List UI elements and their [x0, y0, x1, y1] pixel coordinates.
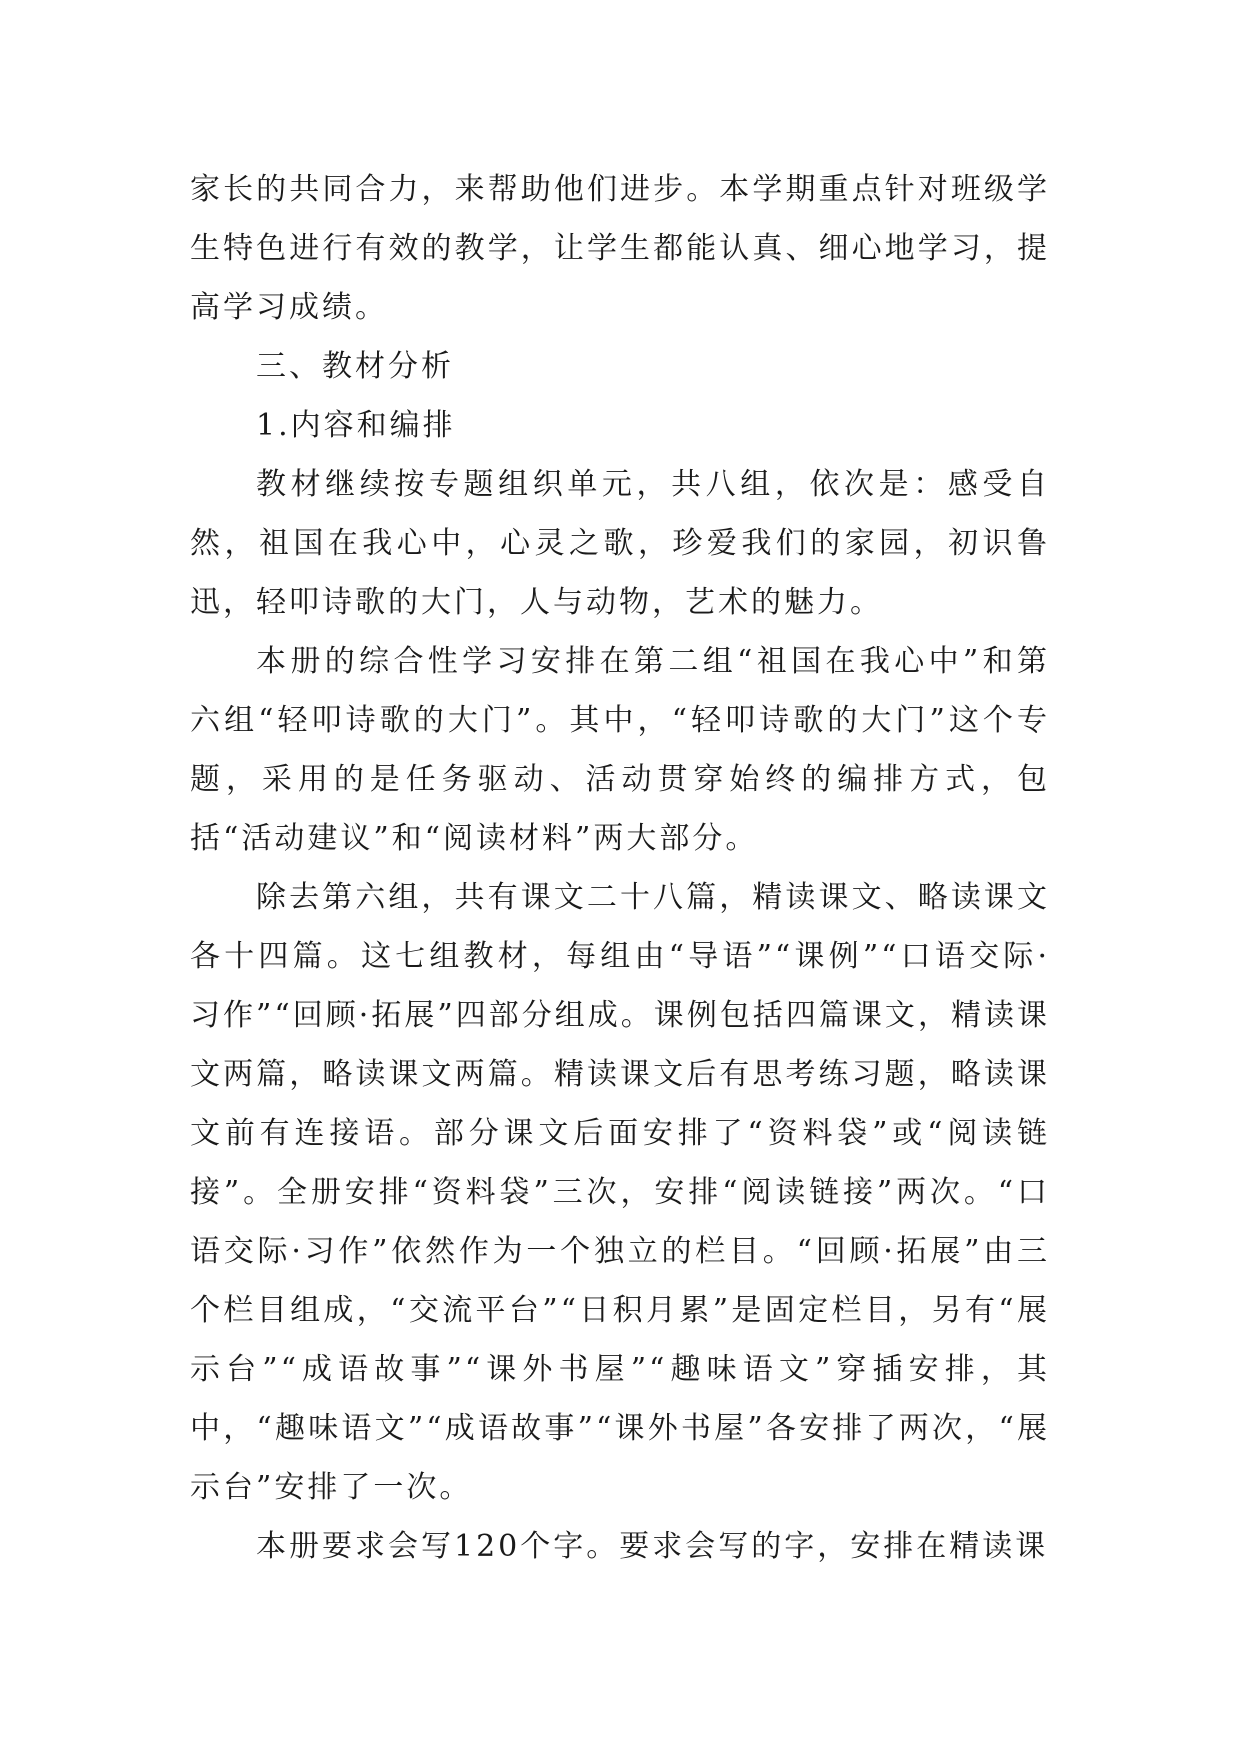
paragraph-characters: 本册要求会写120个字。要求会写的字，安排在精读课 — [256, 1529, 1049, 1564]
paragraph-comprehensive-learning: 本册的综合性学习安排在第二组“祖国在我心中”和第六组“轻叩诗歌的大门”。其中，“轻叩诗歌的大门”这个专题，采用的是任务驱动、活动贯穿始终的编排方式，包括“活动建议”和“阅读材料”两大部分。 — [190, 644, 1050, 856]
section-heading-textbook-analysis: 三、教材分析 — [256, 349, 454, 384]
body-text — [190, 160, 1050, 1576]
paragraph-lessons: 除去第六组，共有课文二十八篇，精读课文、略读课文各十四篇。这七组教材，每组由“导语”“课例”“口语交际·习作”“回顾·拓展”四部分组成。课例包括四篇课文，精读课文两篇，略读课文两篇。精读课文后有思考练习题，略读课文前有连接语。部分课文后面安排了“资料袋”或“阅读链接”。全册安排“资料袋”三次，安排“阅读链接”两次。“口语交际·习作”依然作为一个独立的栏目。“回顾·拓展”由三个栏目组成，“交流平台”“日积月累”是固定栏目，另有“展示台”“成语故事”“课外书屋”“趣味语文”穿插安排，其中，“趣味语文”“成语故事”“课外书屋”各安排了两次，“展示台”安排了一次。 — [190, 880, 1050, 1505]
paragraph-continued: 家长的共同合力，来帮助他们进步。本学期重点针对班级学生特色进行有效的教学，让学生都能认真、细心地学习，提高学习成绩。 — [190, 172, 1050, 325]
paragraph-units: 教材继续按专题组织单元，共八组，依次是：感受自然，祖国在我心中，心灵之歌，珍爱我们的家园，初识鲁迅，轻叩诗歌的大门，人与动物，艺术的魅力。 — [190, 467, 1050, 620]
subheading-content-arrangement: 1.内容和编排 — [256, 408, 456, 443]
